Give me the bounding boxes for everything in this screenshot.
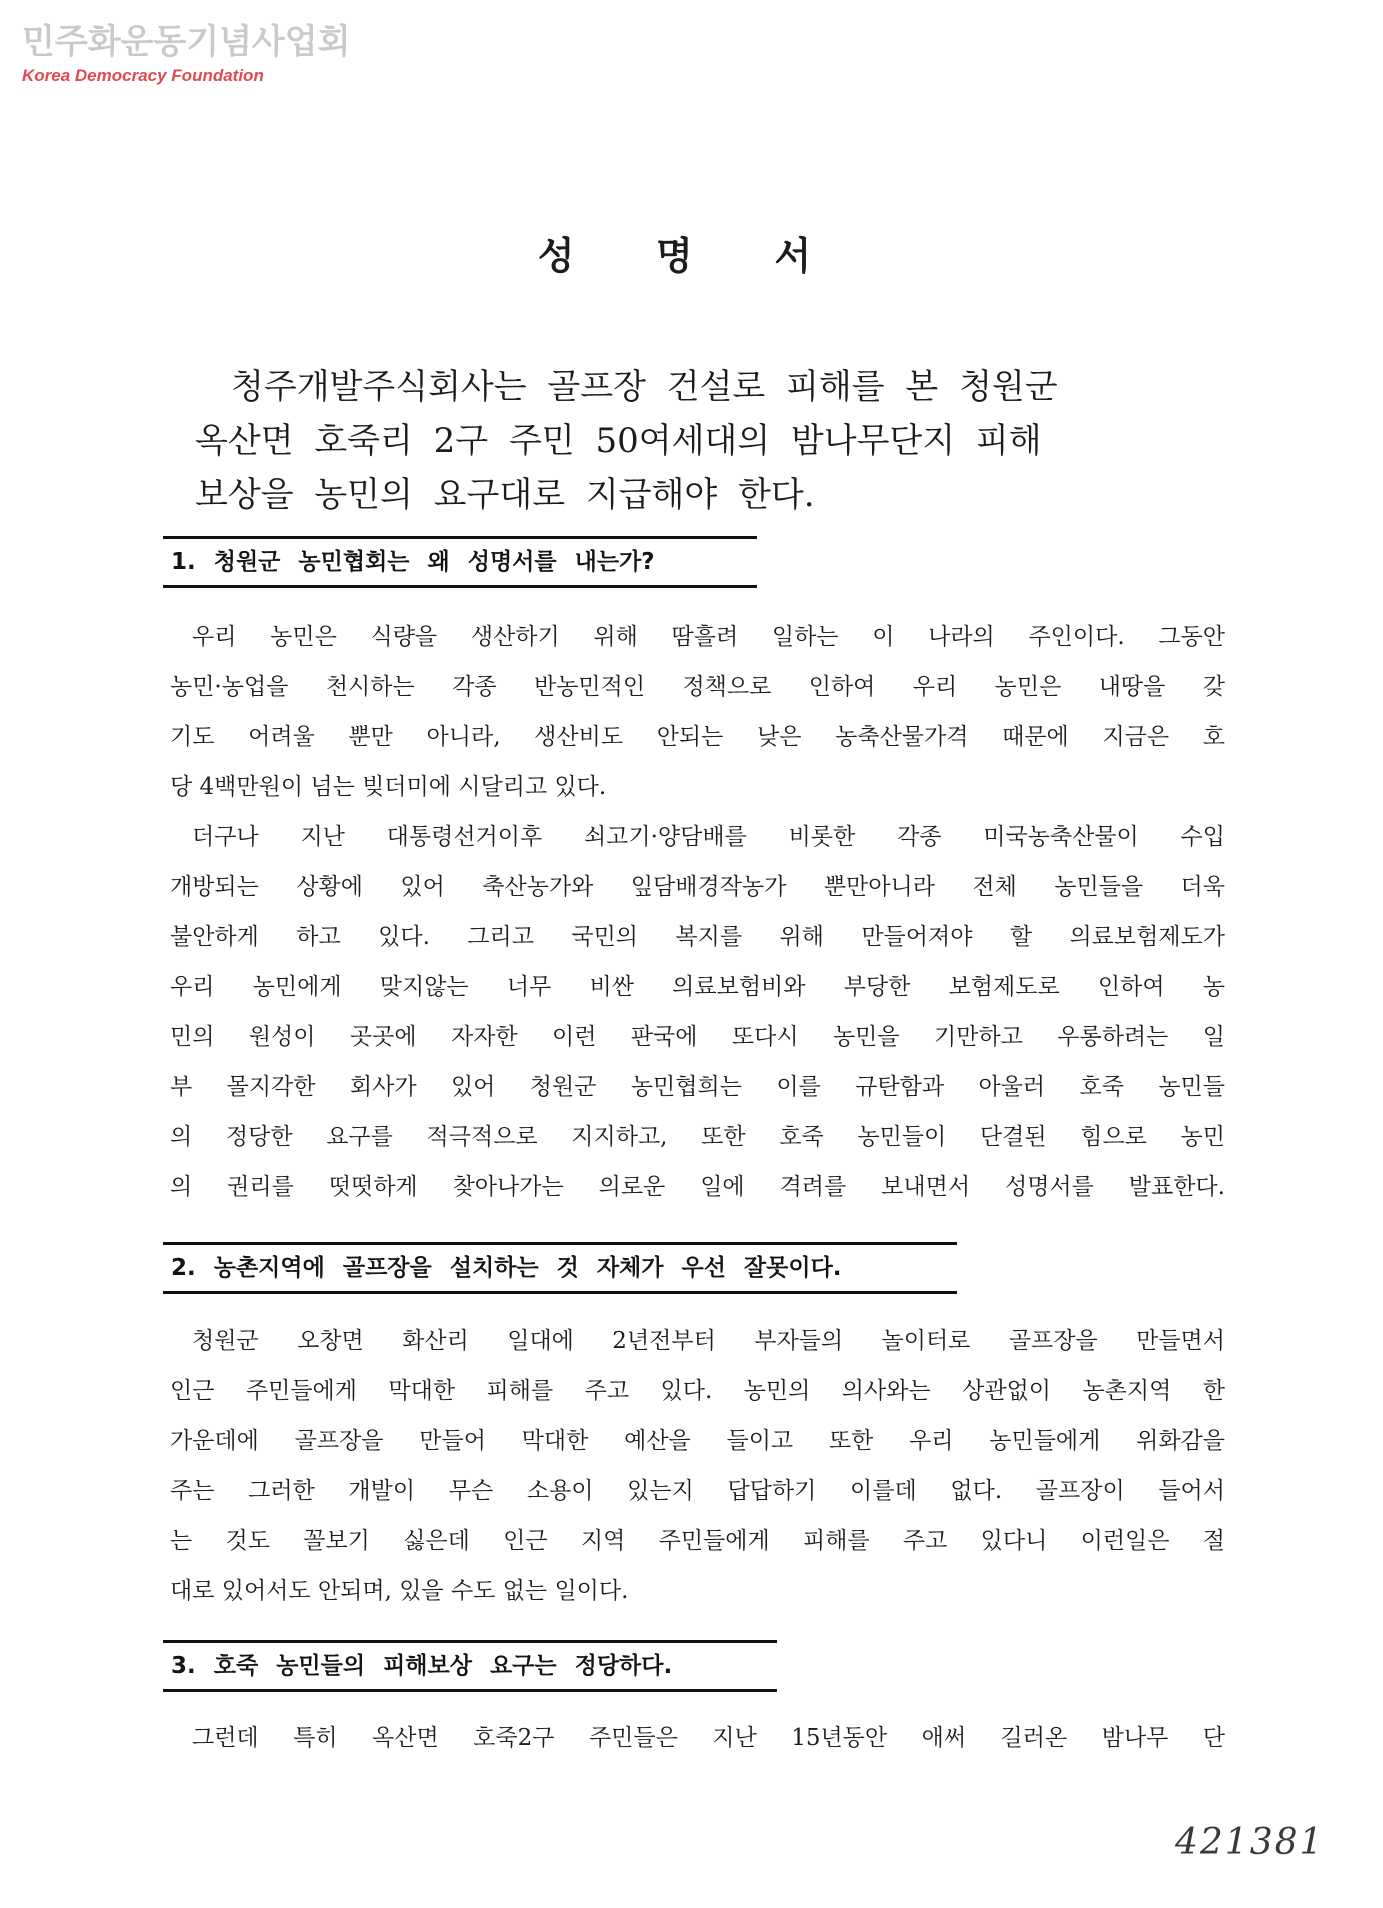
- body-line: 농민·농업을 천시하는 각종 반농민적인 정책으로 인하여 우리 농민은 내땅을 갖: [170, 674, 1225, 700]
- section-3-heading: 3. 호죽 농민들의 피해보상 요구는 정당하다.: [163, 1640, 777, 1692]
- lead-line: 옥산면 호죽리 2구 주민 50여세대의 밤나무단지 피해: [195, 421, 1042, 461]
- lead-statement: [195, 360, 1058, 522]
- section-2-heading: 2. 농촌지역에 골프장을 설치하는 것 자체가 우선 잘못이다.: [163, 1242, 957, 1294]
- handwritten-archive-number: 421381: [1175, 1822, 1325, 1863]
- body-line: 그런데 특히 옥산면 호죽2구 주민들은 지난 15년동안 애써 길러온 밤나무 단: [192, 1725, 1225, 1751]
- body-line: 는 것도 꼴보기 싫은데 인근 지역 주민들에게 피해를 주고 있다니 이런일은 절: [170, 1528, 1225, 1554]
- body-line: 더구나 지난 대통령선거이후 쇠고기·양담배를 비롯한 각종 미국농축산물이 수입: [192, 824, 1225, 850]
- body-line: 개방되는 상황에 있어 축산농가와 잎담배경작농가 뿐만아니라 전체 농민들을 더욱: [170, 874, 1225, 900]
- body-line: 청원군 오창면 화산리 일대에 2년전부터 부자들의 놀이터로 골프장을 만들면서: [192, 1328, 1225, 1354]
- body-line: 가운데에 골프장을 만들어 막대한 예산을 들이고 또한 우리 농민들에게 위화감을: [170, 1428, 1225, 1454]
- foundation-watermark: [22, 22, 350, 86]
- body-line: 의 권리를 떳떳하게 찾아나가는 의로운 일에 격려를 보내면서 성명서를 발표한다.: [170, 1174, 1225, 1200]
- body-line: 우리 농민은 식량을 생산하기 위해 땀흘려 일하는 이 나라의 주인이다. 그동안: [192, 624, 1225, 650]
- body-line: 의 정당한 요구를 적극적으로 지지하고, 또한 호죽 농민들이 단결된 힘으로 농민: [170, 1124, 1225, 1150]
- body-line: 주는 그러한 개발이 무슨 소용이 있는지 답답하기 이를데 없다. 골프장이 들어서: [170, 1478, 1225, 1504]
- lead-line: 청주개발주식회사는 골프장 건설로 피해를 본 청원군: [231, 367, 1058, 407]
- body-line: 기도 어려울 뿐만 아니라, 생산비도 안되는 낮은 농축산물가격 때문에 지금은 호: [170, 724, 1225, 750]
- document-title: 성 명 서: [537, 234, 846, 278]
- section-2-body: [170, 1316, 1225, 1616]
- lead-line: 보상을 농민의 요구대로 지급해야 한다.: [195, 475, 815, 515]
- body-line: 인근 주민들에게 막대한 피해를 주고 있다. 농민의 의사와는 상관없이 농촌지역 한: [170, 1378, 1225, 1404]
- section-1-heading: 1. 청원군 농민협회는 왜 성명서를 내는가?: [163, 536, 757, 588]
- body-line: 당 4백만원이 넘는 빚더미에 시달리고 있다.: [170, 774, 607, 800]
- section-3-body: [170, 1713, 1225, 1763]
- watermark-english: Korea Democracy Foundation: [22, 66, 264, 85]
- body-line: 민의 원성이 곳곳에 자자한 이런 판국에 또다시 농민을 기만하고 우롱하려는 일: [170, 1024, 1225, 1050]
- body-line: 대로 있어서도 안되며, 있을 수도 없는 일이다.: [170, 1578, 629, 1604]
- body-line: 불안하게 하고 있다. 그리고 국민의 복지를 위해 만들어져야 할 의료보험제도가: [170, 924, 1225, 950]
- watermark-korean: 민주화운동기념사업회: [22, 22, 351, 62]
- body-line: 부 몰지각한 회사가 있어 청원군 농민협희는 이를 규탄함과 아울러 호죽 농민들: [170, 1074, 1225, 1100]
- body-line: 우리 농민에게 맞지않는 너무 비싼 의료보험비와 부당한 보험제도로 인하여 농: [170, 974, 1225, 1000]
- section-1-body: [170, 612, 1225, 1212]
